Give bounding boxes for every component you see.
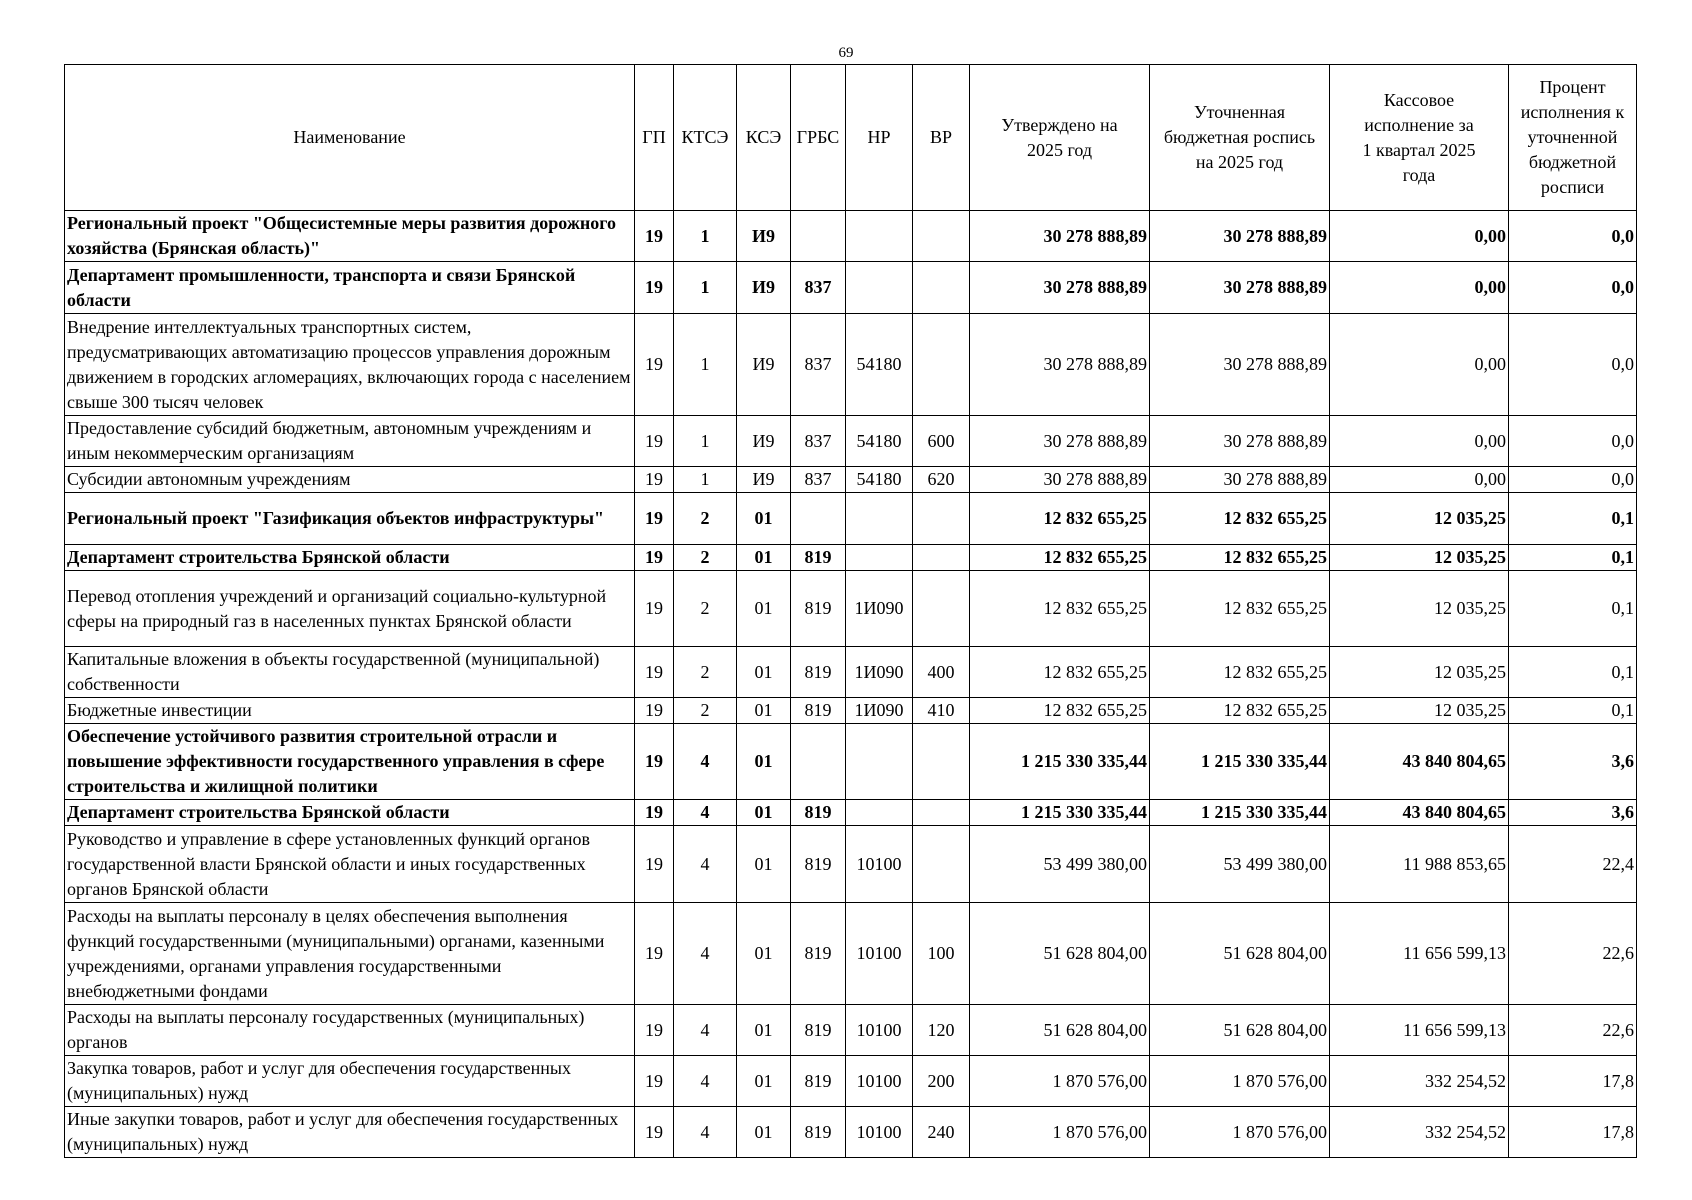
cell-vr xyxy=(913,262,970,314)
cell-vr xyxy=(913,800,970,826)
cell-percent: 0,1 xyxy=(1509,647,1637,698)
cell-refined: 12 832 655,25 xyxy=(1150,545,1330,571)
cell-kse: 01 xyxy=(737,545,791,571)
cell-gp: 19 xyxy=(635,211,674,262)
cell-ktse: 4 xyxy=(674,1107,737,1158)
cell-gp: 19 xyxy=(635,314,674,416)
cell-kse: 01 xyxy=(737,1056,791,1107)
header-approved: Утверждено на 2025 год xyxy=(970,65,1150,211)
cell-refined: 30 278 888,89 xyxy=(1150,314,1330,416)
cell-grbs: 837 xyxy=(791,262,846,314)
cell-refined: 1 215 330 335,44 xyxy=(1150,800,1330,826)
cell-grbs: 819 xyxy=(791,571,846,647)
header-gp: ГП xyxy=(635,65,674,211)
cell-approved: 53 499 380,00 xyxy=(970,826,1150,903)
cell-gp: 19 xyxy=(635,826,674,903)
cell-gp: 19 xyxy=(635,698,674,724)
cell-cash: 0,00 xyxy=(1330,211,1509,262)
cell-percent: 0,1 xyxy=(1509,545,1637,571)
cell-refined: 30 278 888,89 xyxy=(1150,262,1330,314)
cell-vr: 410 xyxy=(913,698,970,724)
cell-nr: 1И090 xyxy=(846,571,913,647)
cell-ktse: 4 xyxy=(674,903,737,1005)
cell-nr: 54180 xyxy=(846,314,913,416)
cell-cash: 12 035,25 xyxy=(1330,647,1509,698)
header-percent: Процент исполнения к уточненной бюджетной росписи xyxy=(1509,65,1637,211)
cell-kse: 01 xyxy=(737,826,791,903)
cell-nr xyxy=(846,211,913,262)
cell-grbs: 837 xyxy=(791,416,846,467)
table-row xyxy=(65,571,1637,647)
cell-ktse: 2 xyxy=(674,698,737,724)
cell-cash: 332 254,52 xyxy=(1330,1056,1509,1107)
cell-ktse: 2 xyxy=(674,647,737,698)
cell-refined: 12 832 655,25 xyxy=(1150,647,1330,698)
cell-ktse: 1 xyxy=(674,416,737,467)
cell-approved: 12 832 655,25 xyxy=(970,647,1150,698)
cell-ktse: 2 xyxy=(674,545,737,571)
header-grbs: ГРБС xyxy=(791,65,846,211)
cell-vr: 200 xyxy=(913,1056,970,1107)
cell-nr xyxy=(846,493,913,545)
cell-nr xyxy=(846,800,913,826)
cell-refined: 51 628 804,00 xyxy=(1150,1005,1330,1056)
cell-name: Капитальные вложения в объекты государственной (муниципальной) собственности xyxy=(65,647,635,698)
cell-kse: 01 xyxy=(737,903,791,1005)
cell-percent: 3,6 xyxy=(1509,800,1637,826)
cell-refined: 30 278 888,89 xyxy=(1150,416,1330,467)
cell-percent: 0,1 xyxy=(1509,571,1637,647)
cell-percent: 0,0 xyxy=(1509,467,1637,493)
cell-name: Департамент строительства Брянской области xyxy=(65,800,635,826)
cell-vr xyxy=(913,826,970,903)
cell-kse: И9 xyxy=(737,211,791,262)
cell-approved: 30 278 888,89 xyxy=(970,211,1150,262)
cell-nr xyxy=(846,545,913,571)
page-number: 69 xyxy=(838,45,854,61)
cell-gp: 19 xyxy=(635,467,674,493)
cell-refined: 53 499 380,00 xyxy=(1150,826,1330,903)
table-row xyxy=(65,262,1637,314)
cell-approved: 12 832 655,25 xyxy=(970,698,1150,724)
cell-refined: 30 278 888,89 xyxy=(1150,211,1330,262)
cell-cash: 0,00 xyxy=(1330,314,1509,416)
cell-approved: 1 870 576,00 xyxy=(970,1056,1150,1107)
cell-vr: 400 xyxy=(913,647,970,698)
budget-table xyxy=(64,64,1637,1158)
cell-refined: 1 870 576,00 xyxy=(1150,1056,1330,1107)
cell-name: Департамент промышленности, транспорта и связи Брянской области xyxy=(65,262,635,314)
cell-ktse: 4 xyxy=(674,724,737,800)
table-row xyxy=(65,416,1637,467)
table-row xyxy=(65,826,1637,903)
cell-percent: 22,4 xyxy=(1509,826,1637,903)
table-row xyxy=(65,493,1637,545)
cell-ktse: 2 xyxy=(674,493,737,545)
cell-vr: 120 xyxy=(913,1005,970,1056)
cell-percent: 17,8 xyxy=(1509,1107,1637,1158)
cell-refined: 51 628 804,00 xyxy=(1150,903,1330,1005)
cell-percent: 22,6 xyxy=(1509,1005,1637,1056)
cell-grbs: 819 xyxy=(791,800,846,826)
cell-approved: 12 832 655,25 xyxy=(970,493,1150,545)
cell-name: Руководство и управление в сфере установленных функций органов государственной власти Брянской области и иных государственных органов Брянской области xyxy=(65,826,635,903)
cell-vr xyxy=(913,211,970,262)
cell-ktse: 4 xyxy=(674,800,737,826)
header-name: Наименование xyxy=(65,65,635,211)
cell-gp: 19 xyxy=(635,262,674,314)
cell-gp: 19 xyxy=(635,416,674,467)
cell-name: Внедрение интеллектуальных транспортных систем, предусматривающих автоматизацию процессов управления дорожным движением в городских агломерациях, включающих города с населением свыше 300 тысяч человек xyxy=(65,314,635,416)
cell-percent: 17,8 xyxy=(1509,1056,1637,1107)
cell-name: Иные закупки товаров, работ и услуг для обеспечения государственных (муниципальных) нужд xyxy=(65,1107,635,1158)
cell-name: Субсидии автономным учреждениям xyxy=(65,467,635,493)
table-row xyxy=(65,467,1637,493)
cell-percent: 0,0 xyxy=(1509,416,1637,467)
cell-nr xyxy=(846,724,913,800)
cell-grbs: 819 xyxy=(791,1107,846,1158)
cell-percent: 22,6 xyxy=(1509,903,1637,1005)
table-row xyxy=(65,1005,1637,1056)
cell-cash: 11 656 599,13 xyxy=(1330,1005,1509,1056)
cell-refined: 30 278 888,89 xyxy=(1150,467,1330,493)
cell-kse: И9 xyxy=(737,416,791,467)
header-ktse: КТСЭ xyxy=(674,65,737,211)
cell-approved: 1 870 576,00 xyxy=(970,1107,1150,1158)
cell-name: Перевод отопления учреждений и организаций социально-культурной сферы на природный газ в населенных пунктах Брянской области xyxy=(65,571,635,647)
cell-approved: 1 215 330 335,44 xyxy=(970,800,1150,826)
cell-approved: 30 278 888,89 xyxy=(970,262,1150,314)
cell-approved: 12 832 655,25 xyxy=(970,545,1150,571)
cell-ktse: 1 xyxy=(674,467,737,493)
cell-refined: 12 832 655,25 xyxy=(1150,571,1330,647)
cell-nr: 54180 xyxy=(846,467,913,493)
table-row xyxy=(65,545,1637,571)
header-cash: Кассовое исполнение за 1 квартал 2025 года xyxy=(1330,65,1509,211)
cell-gp: 19 xyxy=(635,800,674,826)
cell-refined: 1 870 576,00 xyxy=(1150,1107,1330,1158)
cell-nr: 1И090 xyxy=(846,698,913,724)
cell-grbs xyxy=(791,724,846,800)
cell-ktse: 1 xyxy=(674,314,737,416)
cell-refined: 1 215 330 335,44 xyxy=(1150,724,1330,800)
cell-kse: 01 xyxy=(737,571,791,647)
cell-grbs: 819 xyxy=(791,903,846,1005)
cell-nr: 10100 xyxy=(846,903,913,1005)
table-row xyxy=(65,698,1637,724)
cell-cash: 11 656 599,13 xyxy=(1330,903,1509,1005)
cell-cash: 0,00 xyxy=(1330,262,1509,314)
cell-ktse: 4 xyxy=(674,1056,737,1107)
cell-vr: 620 xyxy=(913,467,970,493)
cell-percent: 3,6 xyxy=(1509,724,1637,800)
cell-gp: 19 xyxy=(635,1005,674,1056)
cell-nr: 10100 xyxy=(846,826,913,903)
cell-cash: 12 035,25 xyxy=(1330,571,1509,647)
cell-grbs xyxy=(791,493,846,545)
cell-cash: 12 035,25 xyxy=(1330,545,1509,571)
table-row xyxy=(65,903,1637,1005)
cell-approved: 51 628 804,00 xyxy=(970,903,1150,1005)
cell-approved: 51 628 804,00 xyxy=(970,1005,1150,1056)
cell-cash: 12 035,25 xyxy=(1330,493,1509,545)
table-header-row xyxy=(65,65,1637,211)
header-nr: НР xyxy=(846,65,913,211)
cell-nr: 10100 xyxy=(846,1005,913,1056)
cell-kse: 01 xyxy=(737,1107,791,1158)
table-row xyxy=(65,211,1637,262)
cell-cash: 332 254,52 xyxy=(1330,1107,1509,1158)
cell-nr: 1И090 xyxy=(846,647,913,698)
cell-vr xyxy=(913,493,970,545)
cell-percent: 0,0 xyxy=(1509,262,1637,314)
cell-refined: 12 832 655,25 xyxy=(1150,493,1330,545)
table-row xyxy=(65,647,1637,698)
cell-cash: 12 035,25 xyxy=(1330,698,1509,724)
cell-cash: 11 988 853,65 xyxy=(1330,826,1509,903)
cell-grbs: 837 xyxy=(791,467,846,493)
cell-grbs: 819 xyxy=(791,647,846,698)
cell-gp: 19 xyxy=(635,571,674,647)
table-row xyxy=(65,1107,1637,1158)
cell-approved: 1 215 330 335,44 xyxy=(970,724,1150,800)
header-kse: КСЭ xyxy=(737,65,791,211)
cell-kse: 01 xyxy=(737,647,791,698)
cell-gp: 19 xyxy=(635,493,674,545)
cell-percent: 0,0 xyxy=(1509,211,1637,262)
cell-nr: 54180 xyxy=(846,416,913,467)
cell-cash: 43 840 804,65 xyxy=(1330,800,1509,826)
cell-kse: 01 xyxy=(737,724,791,800)
header-vr: ВР xyxy=(913,65,970,211)
table-row xyxy=(65,1056,1637,1107)
cell-approved: 30 278 888,89 xyxy=(970,416,1150,467)
cell-kse: И9 xyxy=(737,467,791,493)
cell-approved: 12 832 655,25 xyxy=(970,571,1150,647)
cell-kse: 01 xyxy=(737,800,791,826)
cell-name: Региональный проект "Газификация объектов инфраструктуры" xyxy=(65,493,635,545)
cell-kse: 01 xyxy=(737,698,791,724)
cell-grbs: 819 xyxy=(791,1005,846,1056)
cell-approved: 30 278 888,89 xyxy=(970,467,1150,493)
cell-approved: 30 278 888,89 xyxy=(970,314,1150,416)
cell-ktse: 1 xyxy=(674,211,737,262)
cell-vr xyxy=(913,571,970,647)
cell-nr: 10100 xyxy=(846,1056,913,1107)
cell-cash: 0,00 xyxy=(1330,467,1509,493)
cell-name: Расходы на выплаты персоналу государственных (муниципальных) органов xyxy=(65,1005,635,1056)
cell-ktse: 1 xyxy=(674,262,737,314)
cell-grbs: 837 xyxy=(791,314,846,416)
cell-name: Предоставление субсидий бюджетным, автономным учреждениям и иным некоммерческим организациям xyxy=(65,416,635,467)
cell-percent: 0,0 xyxy=(1509,314,1637,416)
cell-nr xyxy=(846,262,913,314)
cell-gp: 19 xyxy=(635,724,674,800)
cell-gp: 19 xyxy=(635,647,674,698)
cell-ktse: 4 xyxy=(674,826,737,903)
cell-vr: 240 xyxy=(913,1107,970,1158)
cell-gp: 19 xyxy=(635,545,674,571)
cell-grbs xyxy=(791,211,846,262)
cell-refined: 12 832 655,25 xyxy=(1150,698,1330,724)
header-refined: Уточненная бюджетная роспись на 2025 год xyxy=(1150,65,1330,211)
table-row xyxy=(65,800,1637,826)
cell-gp: 19 xyxy=(635,1107,674,1158)
cell-name: Региональный проект "Общесистемные меры развития дорожного хозяйства (Брянская область)" xyxy=(65,211,635,262)
cell-vr: 600 xyxy=(913,416,970,467)
cell-cash: 43 840 804,65 xyxy=(1330,724,1509,800)
cell-vr xyxy=(913,724,970,800)
cell-grbs: 819 xyxy=(791,545,846,571)
cell-gp: 19 xyxy=(635,903,674,1005)
table-row xyxy=(65,724,1637,800)
cell-cash: 0,00 xyxy=(1330,416,1509,467)
cell-name: Расходы на выплаты персоналу в целях обеспечения выполнения функций государственными (муниципальными) органами, казенными учреждениями, органами управления государственными внебюджетными фондами xyxy=(65,903,635,1005)
cell-name: Департамент строительства Брянской области xyxy=(65,545,635,571)
cell-grbs: 819 xyxy=(791,1056,846,1107)
cell-ktse: 2 xyxy=(674,571,737,647)
cell-nr: 10100 xyxy=(846,1107,913,1158)
cell-name: Обеспечение устойчивого развития строительной отрасли и повышение эффективности государственного управления в сфере строительства и жилищной политики xyxy=(65,724,635,800)
cell-grbs: 819 xyxy=(791,698,846,724)
cell-name: Бюджетные инвестиции xyxy=(65,698,635,724)
cell-percent: 0,1 xyxy=(1509,493,1637,545)
cell-vr: 100 xyxy=(913,903,970,1005)
table-row xyxy=(65,314,1637,416)
cell-kse: И9 xyxy=(737,262,791,314)
cell-ktse: 4 xyxy=(674,1005,737,1056)
cell-kse: И9 xyxy=(737,314,791,416)
cell-vr xyxy=(913,314,970,416)
cell-gp: 19 xyxy=(635,1056,674,1107)
cell-percent: 0,1 xyxy=(1509,698,1637,724)
cell-kse: 01 xyxy=(737,1005,791,1056)
cell-name: Закупка товаров, работ и услуг для обеспечения государственных (муниципальных) нужд xyxy=(65,1056,635,1107)
cell-grbs: 819 xyxy=(791,826,846,903)
cell-vr xyxy=(913,545,970,571)
cell-kse: 01 xyxy=(737,493,791,545)
